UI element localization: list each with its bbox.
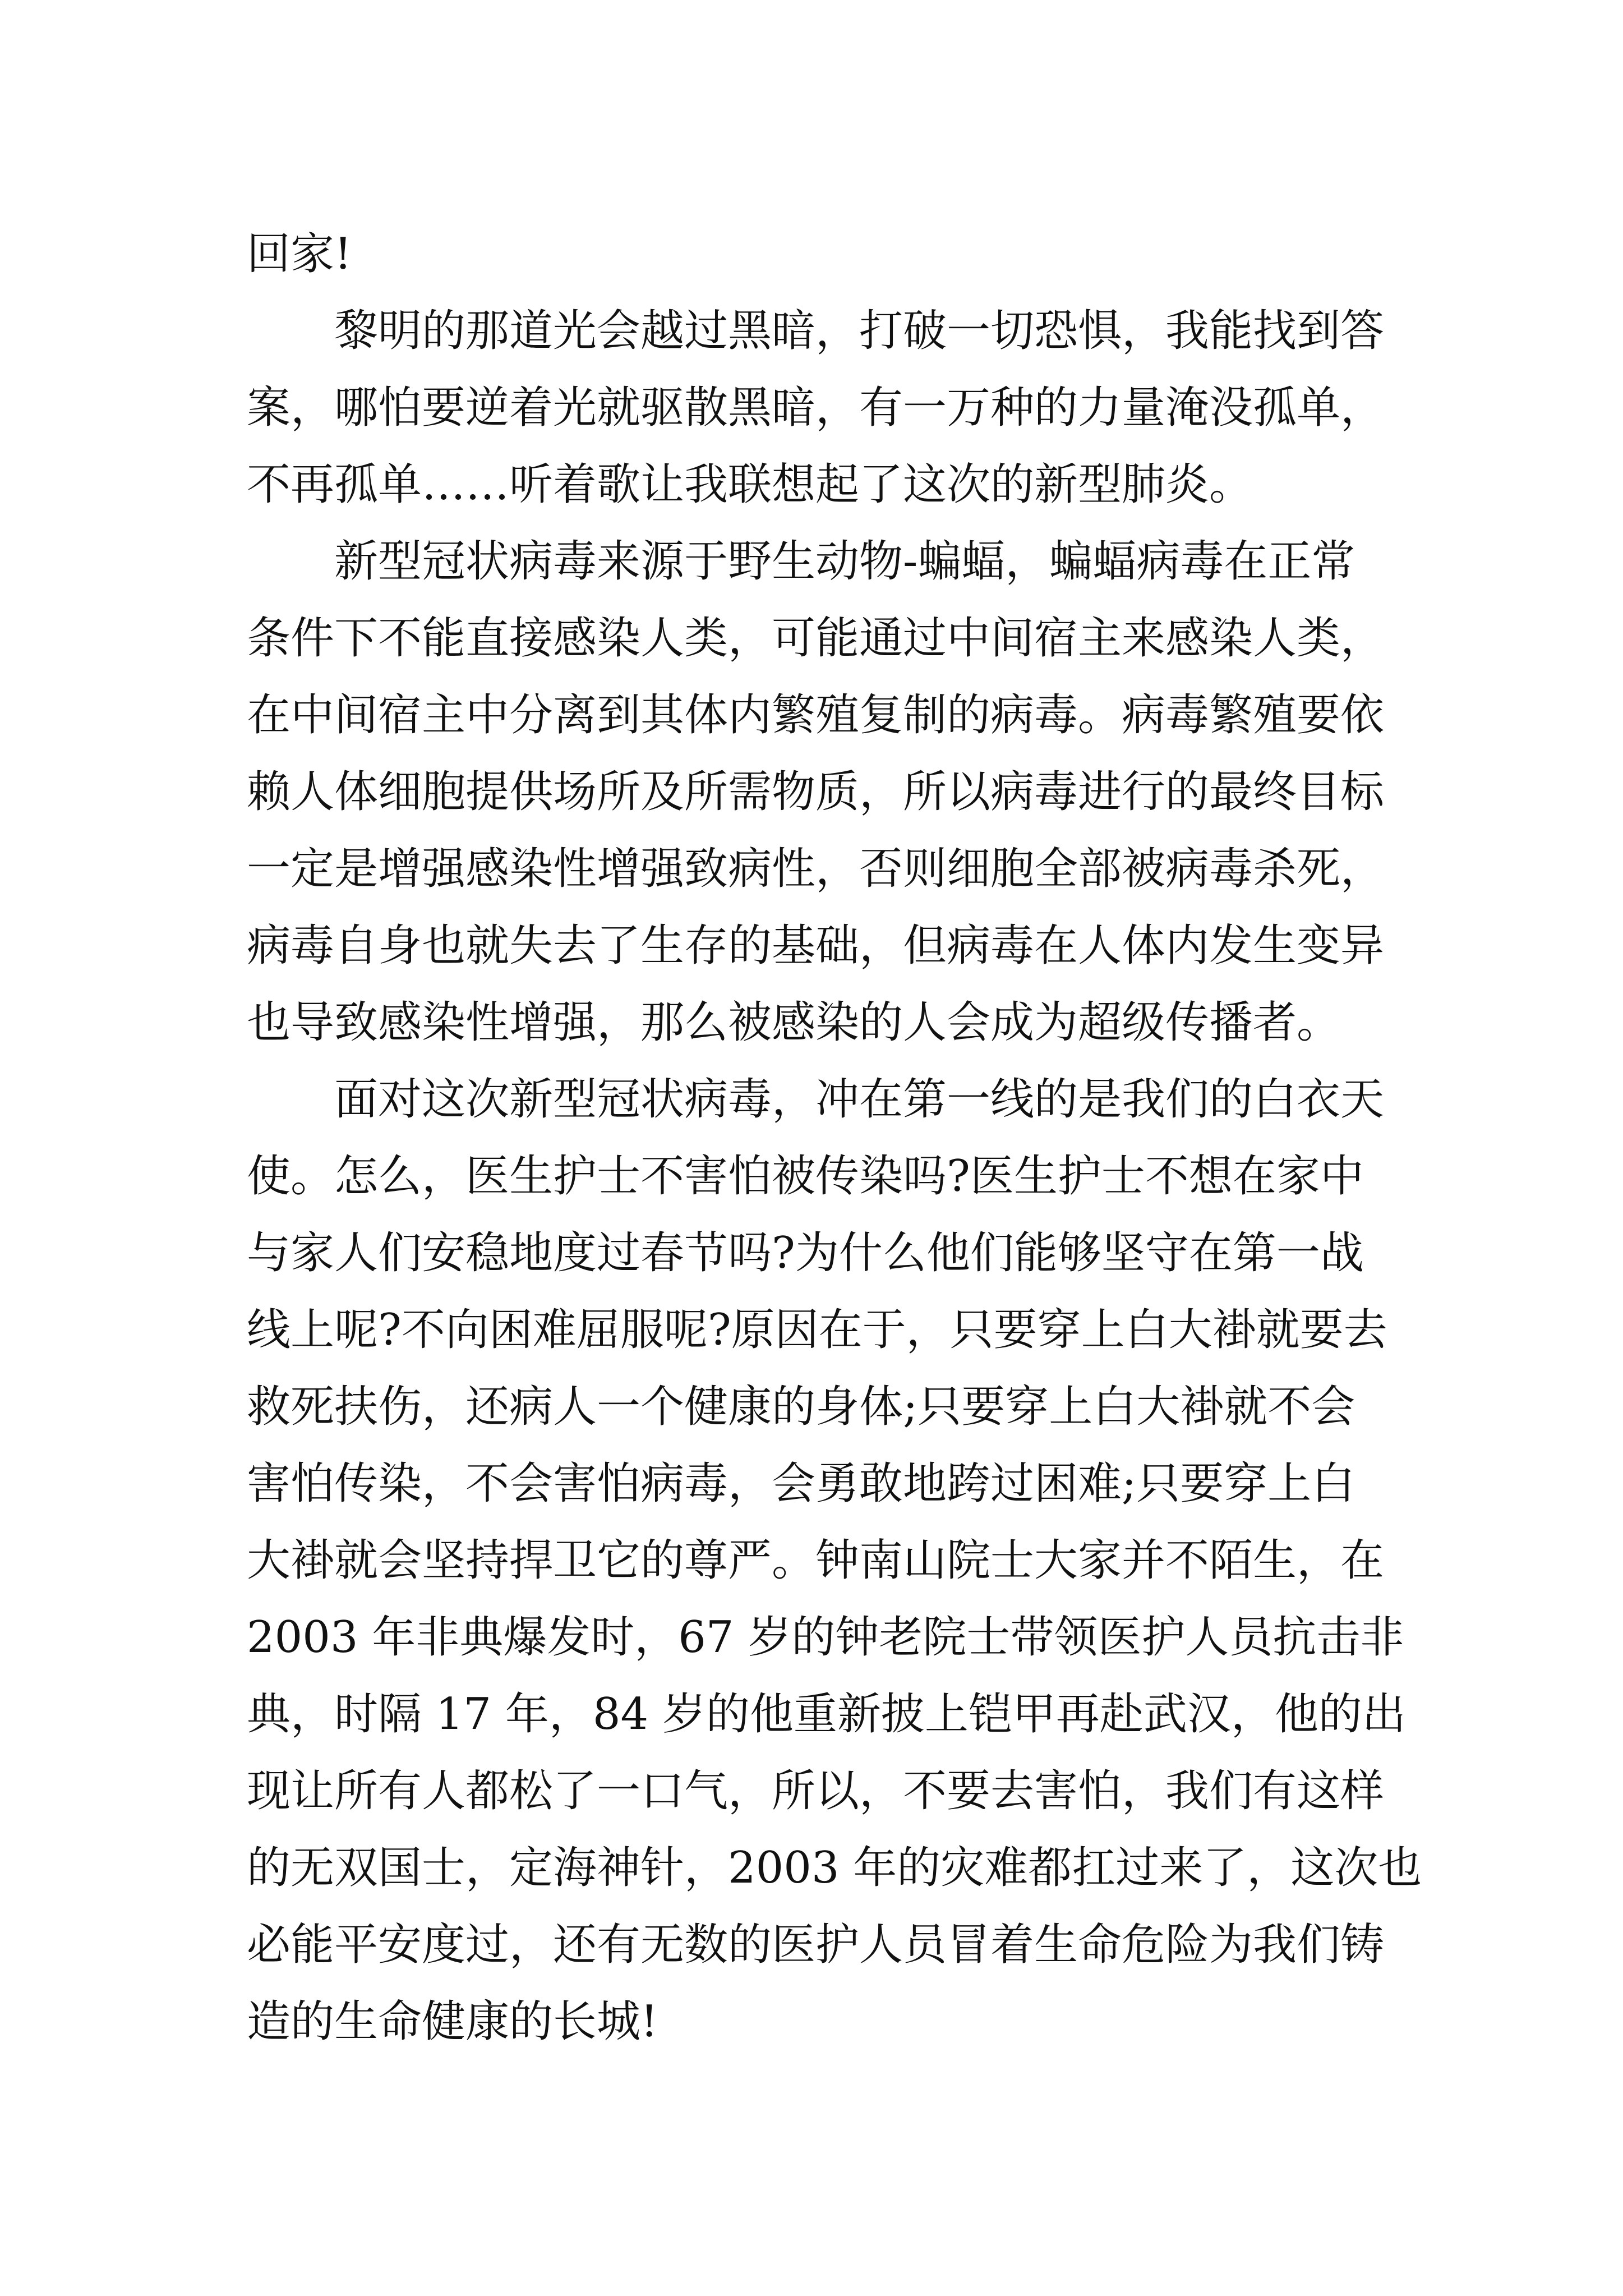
text-line: 必能平安度过，还有无数的医护人员冒着生命危险为我们铸 [247,1920,1385,1970]
text-line: 病毒自身也就失去了生存的基础，但病毒在人体内发生变异 [247,921,1385,971]
text-line: 也导致感染性增强，那么被感染的人会成为超级传播者。 [247,997,1341,1048]
text-line: 2003 年非典爆发时，67 岁的钟老院士带领医护人员抗击非 [247,1612,1404,1663]
text-line: 面对这次新型冠状病毒，冲在第一线的是我们的白衣天 [334,1074,1385,1125]
text-line: 线上呢?不向困难屈服呢?原因在于，只要穿上白大褂就要去 [247,1305,1387,1355]
paragraph-1 [247,216,1410,293]
text-line: 新型冠状病毒来源于野生动物-蝙蝠，蝙蝠病毒在正常 [334,536,1355,587]
text-line: 不再孤单……听着歌让我联想起了这次的新型肺炎。 [247,459,1253,510]
text-line: 在中间宿主中分离到其体内繁殖复制的病毒。病毒繁殖要依 [247,690,1385,740]
text-line: 造的生命健康的长城! [247,1996,658,2047]
paragraph-4 [247,1061,1422,2060]
text-line: 与家人们安稳地度过春节吗?为什么他们能够坚守在第一战 [247,1228,1364,1278]
text-line: 使。怎么，医生护士不害怕被传染吗?医生护士不想在家中 [247,1151,1364,1202]
text-line: 回家! [247,229,352,279]
text-line: 害怕传染，不会害怕病毒，会勇敢地跨过困难;只要穿上白 [247,1458,1355,1509]
paragraph-2 [247,293,1410,523]
paragraph-3 [247,523,1410,1061]
text-line: 赖人体细胞提供场所及所需物质，所以病毒进行的最终目标 [247,767,1385,817]
text-line: 的无双国士，定海神针，2003 年的灾难都扛过来了，这次也 [247,1843,1422,1893]
text-line: 一定是增强感染性增强致病性，否则细胞全部被病毒杀死， [247,844,1385,894]
text-line: 条件下不能直接感染人类，可能通过中间宿主来感染人类， [247,613,1385,664]
text-line: 现让所有人都松了一口气，所以，不要去害怕，我们有这样 [247,1766,1385,1816]
text-line: 救死扶伤，还病人一个健康的身体;只要穿上白大褂就不会 [247,1382,1355,1432]
text-line: 案，哪怕要逆着光就驱散黑暗，有一万种的力量淹没孤单， [247,383,1385,433]
text-line: 大褂就会坚持捍卫它的尊严。钟南山院士大家并不陌生，在 [247,1535,1385,1586]
text-line: 典，时隔 17 年，84 岁的他重新披上铠甲再赴武汉，他的出 [247,1689,1406,1740]
text-line: 黎明的那道光会越过黑暗，打破一切恐惧，我能找到答 [334,306,1385,356]
